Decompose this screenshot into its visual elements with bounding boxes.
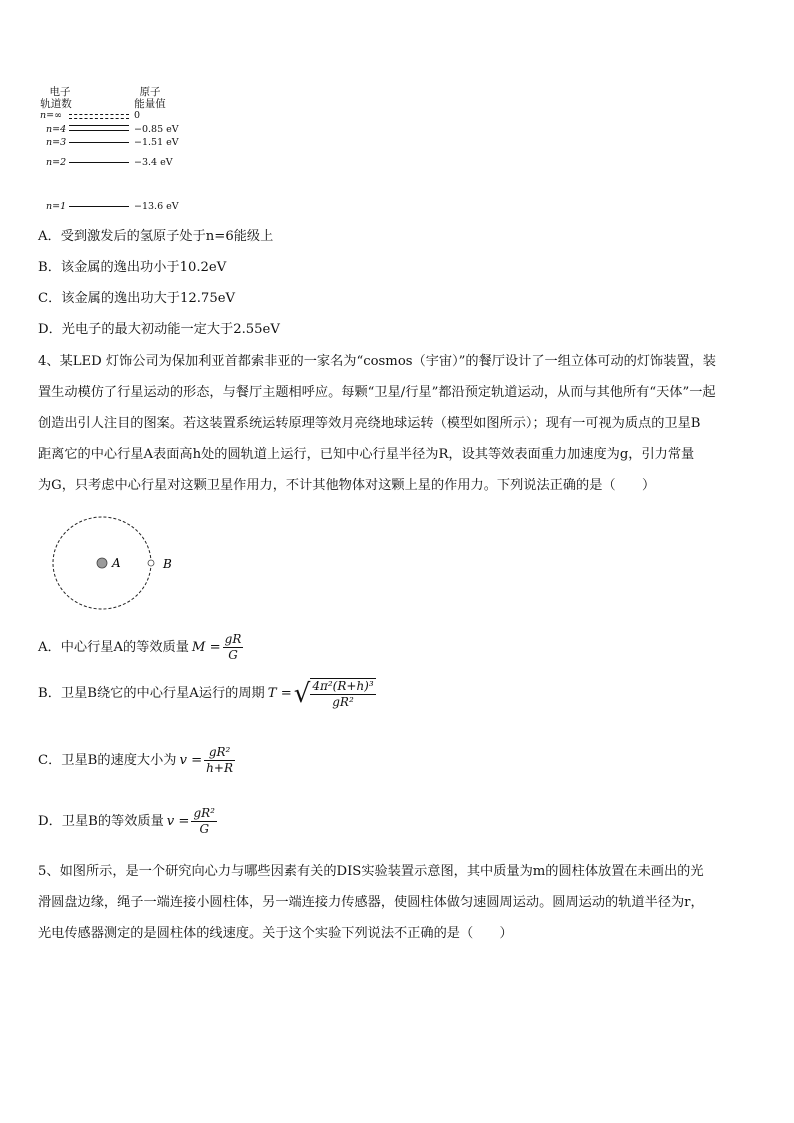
q5-stem-line-1: 5、如图所示，是一个研究向心力与哪些因素有关的DIS实验装置示意图，其中质量为m的圆柱体放置在未画出的光 [38,864,704,879]
q5-stem-line-3: 光电传感器测定的是圆柱体的线速度。关于这个实验下列说法不正确的是（ ） [38,926,513,941]
q4-option-c-numerator: gR² [204,745,235,761]
level-label-inf: n=∞ [40,110,62,121]
q4-option-a-lhs: M = [191,639,221,655]
label-a: A [112,556,121,570]
q3-option-c: C．该金属的逸出功大于12.75eV [38,291,236,306]
q4-option-c-denominator: h+R [206,761,233,775]
q4-option-a-text: A．中心行星A的等效质量 [38,639,189,655]
q5-stem-line-2: 滑圆盘边缘，绳子一端连接小圆柱体，另一端连接力传感器，使圆柱体做匀速圆周运动。圆周运动的轨道半径为r， [38,895,704,910]
q4-option-b-lhs: T = [267,686,292,701]
level-label-3: n=3 [46,137,67,148]
level-energy-3: −1.51 eV [134,137,179,148]
q3-option-d: D．光电子的最大初动能一定大于2.55eV [38,322,280,337]
level-line-1 [69,206,129,207]
q4-stem-line-1: 4、某LED 灯饰公司为保加利亚首都索非亚的一家名为“cosmos（宇宙）”的餐厅设计了一组立体可动的灯饰装置，装 [38,354,716,369]
level-line-4 [69,130,129,131]
q4-option-b-denominator: gR² [332,695,354,709]
level-label-4: n=4 [46,124,67,135]
level-line-inf [69,114,129,115]
q4-stem-line-3: 创造出引人注目的图案。若这装置系统运转原理等效月亮绕地球运转（模型如图所示）；现有一可视为质点的卫星B [38,416,701,431]
level-line-5 [69,125,129,126]
planet-a [97,558,107,568]
diagram-header-right-2: 能量值 [134,98,166,110]
level-energy-inf: 0 [134,110,141,121]
q4-option-d-lhs: v = [166,813,190,829]
level-label-2: n=2 [46,157,67,168]
q4-option-c [38,745,237,776]
diagram-header-left-1: 电子 [49,86,71,98]
level-line-3 [69,142,129,143]
q4-option-b-numerator: 4π²(R+h)³ [312,679,374,693]
level-label-1: n=1 [46,201,67,212]
q4-option-c-text: C．卫星B的速度大小为 [38,752,177,768]
q4-option-a [38,632,245,663]
q4-option-d-text: D．卫星B的等效质量 [38,813,164,829]
q4-option-c-fraction [204,745,235,776]
level-energy-1: −13.6 eV [134,201,179,212]
q4-option-d-denominator: G [199,822,210,836]
level-line-inf-2 [69,118,129,119]
q4-option-b-text: B．卫星B绕它的中心行星A运行的周期 [38,686,265,701]
level-energy-4: −0.85 eV [134,124,179,135]
q4-option-b [38,678,378,710]
q3-option-b: B．该金属的逸出功小于10.2eV [38,260,227,275]
diagram-header-right-1: 原子 [139,86,161,98]
q4-option-a-numerator: gR [224,632,242,646]
satellite-b [148,560,154,566]
q4-option-a-denominator: G [228,648,238,662]
q4-option-d-fraction [191,806,217,837]
q4-option-c-lhs: v = [179,752,203,768]
orbit-figure [50,515,190,615]
q3-option-a: A．受到激发后的氢原子处于n=6能级上 [38,229,274,244]
q4-option-a-fraction [223,632,244,663]
q4-option-d [38,806,219,837]
diagram-header-left-2: 轨道数 [40,98,72,110]
q4-stem-line-4: 距离它的中心行星A表面高h处的圆轨道上运行，已知中心行星半径为R，设其等效表面重力加速度为g，引力常量 [38,447,695,462]
label-b: B [163,557,172,571]
sqrt-symbol: √ [293,679,311,709]
level-line-2 [69,162,129,163]
q4-stem-line-2: 置生动模仿了行星运动的形态，与餐厅主题相呼应。每颗“卫星/行星”都沿预定轨道运动，从而与其他所有“天体”一起 [38,385,716,400]
level-energy-2: −3.4 eV [134,157,173,168]
q4-stem-line-5: 为G，只考虑中心行星对这颗卫星作用力，不计其他物体对这颗上星的作用力。下列说法正确的是（ ） [38,478,656,493]
q4-option-b-fraction [310,678,375,710]
q4-option-d-numerator: gR² [193,806,215,820]
